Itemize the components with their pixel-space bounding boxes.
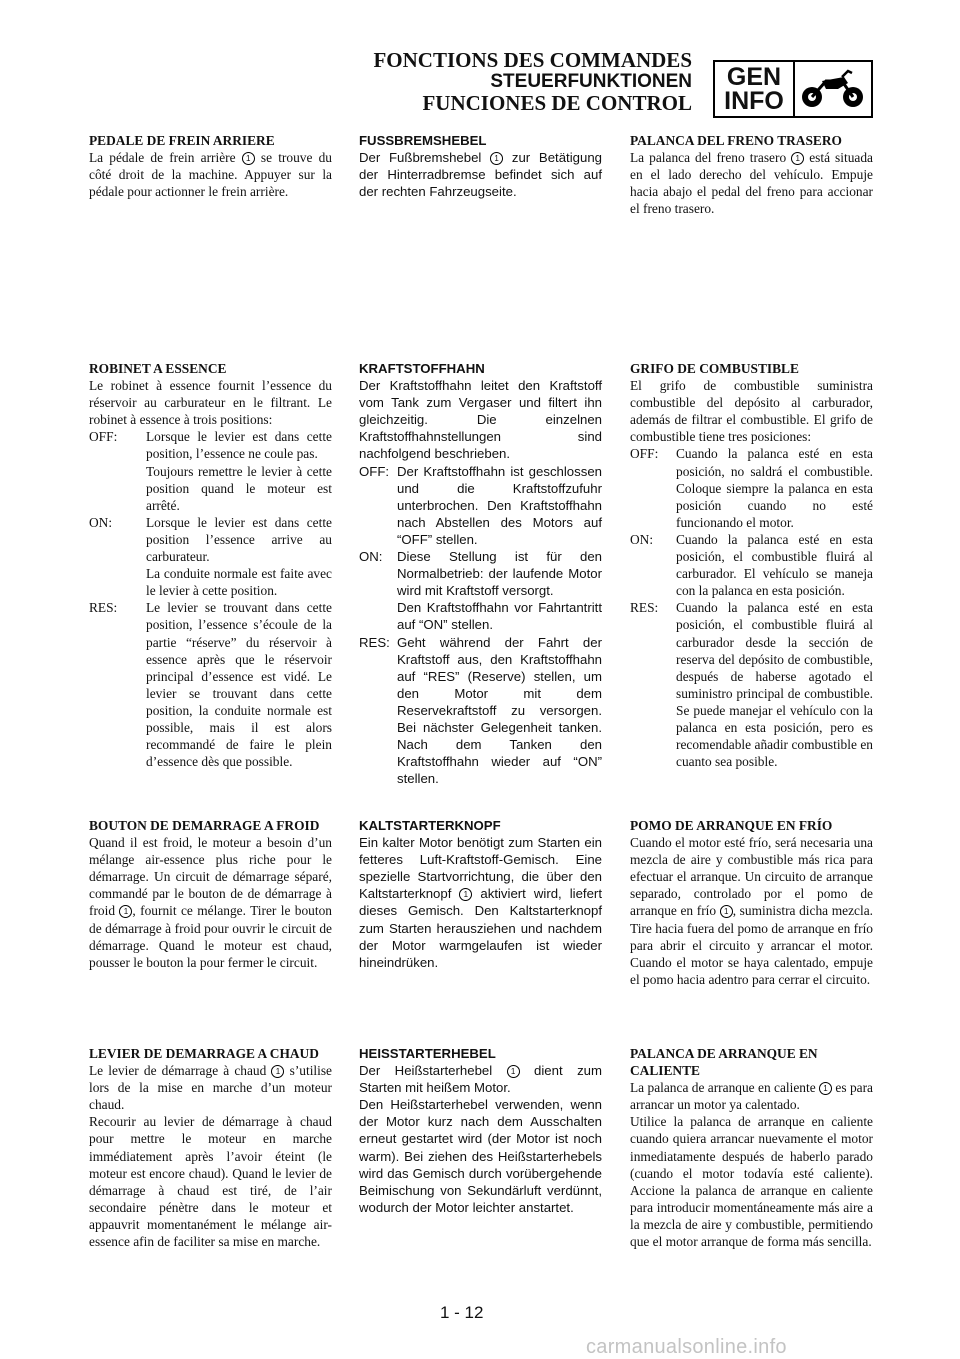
paragraph: Der Kraftstoffhahn leitet den Kraftstoff vom Tank zum Vergaser und filtert ihn gleichzeitig. Die einzelnen Kraftstoffhahnstellungen sind nachfolgend beschrieben. xyxy=(359,378,602,462)
callout-1: 1 xyxy=(119,905,132,918)
section-title: PALANCA DEL FRENO TRASERO xyxy=(630,133,842,148)
position-on: ON: Cuando la palanca esté en esta posición, el combustible fluirá al carburador. El vehículo se maneja con la palanca en esta posición. xyxy=(630,531,873,599)
cold-starter-de xyxy=(359,817,602,971)
section-title: POMO DE ARRANQUE EN FRÍO xyxy=(630,818,833,833)
paragraph: Quand il est froid, le moteur a besoin d’un mélange air-essence plus riche pour le démarrage. Un circuit de démarrage séparé, commandé par le bouton de de démarrage à froid 1 , fournit ce mélange. Tirer le bouton de démarrage à froid pour ouvrir le circuit de démarrage. Quand le moteur est chaud, pousser le bouton la pour fermer le circuit. xyxy=(89,835,332,970)
callout-1: 1 xyxy=(819,1082,832,1095)
paragraph: Utilice la palanca de arranque en caliente cuando quiera arrancar nuevamente el motor inmediatamente después de haberlo parado (cuando el motor todavía esté caliente). Accione la palanca de arranque en caliente para introducir momentáneamente más aire a la mezcla de aire y combustible, permitiendo que el motor arranque de forma más sencilla. xyxy=(630,1114,873,1250)
cold-starter-fr xyxy=(89,817,332,971)
motorcycle-icon xyxy=(795,62,871,116)
callout-1: 1 xyxy=(459,888,472,901)
callout-1: 1 xyxy=(791,152,804,165)
paragraph: El grifo de combustible suministra combustible del depósito al carburador, además de filtrar el combustible. El grifo de combustible tiene tres posiciones: xyxy=(630,378,873,445)
position-off: OFF: Cuando la palanca esté en esta posición, no saldrá el combustible. Coloque siempre la palanca en esta posición cuando no esté funcionando el motor. xyxy=(630,446,873,530)
section-title: FUSSBREMSHEBEL xyxy=(359,133,487,148)
cold-starter-es xyxy=(630,817,873,988)
paragraph: La palanca de arranque en caliente 1 es para arrancar un motor ya calentado. xyxy=(630,1080,873,1113)
page-number: 1 - 12 xyxy=(440,1303,484,1322)
callout-1: 1 xyxy=(720,905,733,918)
paragraph: Der Heißstarterhebel 1 dient zum Starten mit heißem Motor. xyxy=(359,1063,602,1096)
paragraph: Le robinet à essence fournit l’essence du réservoir au carburateur en le filtrant. Le robinet à essence à trois positions: xyxy=(89,378,332,428)
paragraph: La palanca del freno trasero 1 está situada en el lado derecho del vehículo. Empuje hacia abajo el pedal del freno para accionar el freno trasero. xyxy=(630,150,873,217)
watermark: carmanualsonline.info xyxy=(586,1336,787,1358)
paragraph: Ein kalter Motor benötigt zum Starten ein fetteres Luft-Kraftstoff-Gemisch. Eine spezielle Startvorrichtung, die über den Kaltstarterknopf 1 aktiviert wird, liefert dieses Gemisch. Den Kaltstarterknopf zum Starten herausziehen und nachdem der Motor warmgelaufen ist wieder hineindrüken. xyxy=(359,835,602,970)
position-off: OFF: Der Kraftstoffhahn ist geschlossen und die Kraftstoffzufuhr unterbrochen. Den Kraftstoffhahn nach Abstellen des Motors auf “OFF” stellen. xyxy=(359,463,602,547)
position-res: RES: Le levier se trouvant dans cette position, l’essence s’écoule de la partie “réserve” du réservoir à essence après que le réservoir principal d’essence est vidé. Le levier se trouvant dans cette position, la conduite normale est possible, mais il est alors recommandé de faire le plein d’essence dès que possible. xyxy=(89,600,332,770)
position-on: ON: Diese Stellung ist für den Normalbetrieb: der laufende Motor wird mit Kraftstoff versorgt. Den Kraftstoffhahn vor Fahrtantritt auf “ON” stellen. xyxy=(359,549,602,633)
rear-brake-pedal-de xyxy=(359,132,602,200)
badge-label-line2: INFO xyxy=(724,87,784,115)
section-title: BOUTON DE DEMARRAGE A FROID xyxy=(89,818,320,833)
rear-brake-pedal-fr xyxy=(89,132,332,200)
section-title: ROBINET A ESSENCE xyxy=(89,361,227,376)
paragraph: Der Fußbremshebel 1 zur Betätigung der Hinterradbremse befindet sich auf der rechten Fahrzeugseite. xyxy=(359,150,602,200)
badge-label xyxy=(715,62,795,116)
rear-brake-pedal-es xyxy=(630,132,873,217)
hot-starter-de xyxy=(359,1045,602,1216)
header-title-fr: FONCTIONS DES COMMANDES xyxy=(373,48,692,72)
callout-1: 1 xyxy=(507,1065,520,1078)
position-off: OFF: Lorsque le levier est dans cette position, l’essence ne coule pas. Toujours remettre le levier à cette position quand le moteur est arrêté. xyxy=(89,429,332,513)
section-title: KALTSTARTERKNOPF xyxy=(359,818,501,833)
position-on: ON: Lorsque le levier est dans cette position l’essence arrive au carburateur. La conduite normale est faite avec le levier à cette position. xyxy=(89,514,332,599)
paragraph: Le levier de démarrage à chaud 1 s’utilise lors de la mise en marche d’un moteur chaud. xyxy=(89,1063,333,1113)
hot-starter-fr xyxy=(89,1045,332,1250)
position-res: RES: Cuando la palanca esté en esta posición, el combustible fluirá al carburador desde la sección de reserva del depósito de combustible, después de haberse agotado el suministro principal de combustible. Se puede manejar el vehículo con la palanca en esta posición, pero es recomendable añadir combustible en cuanto sea posible. xyxy=(630,600,873,770)
position-res: RES: Geht während der Fahrt der Kraftstoff aus, den Kraftstoffhahn auf “RES” (Reserve) stellen, um den Motor mit dem Reservekraftstoff zu versorgen. Bei nächster Gelegenheit tanken. Nach dem Tanken den Kraftstoffhahn wieder auf “ON” stellen. xyxy=(359,634,602,787)
hot-starter-es xyxy=(630,1045,873,1250)
paragraph: Recourir au levier de démarrage à chaud pour mettre le moteur en marche immédiatement après l’avoir éteint (le moteur est encore chaud). Quand le levier de démarrage à chaud est tiré, de l’air secondaire pénètre dans le moteur et appauvrit momentanément le mélange air-essence afin de faciliter sa mise en marche. xyxy=(89,1114,332,1250)
fuel-cock-es xyxy=(630,360,873,770)
section-title: LEVIER DE DEMARRAGE A CHAUD xyxy=(89,1046,319,1061)
gen-info-badge xyxy=(713,60,873,118)
section-title: KRAFTSTOFFHAHN xyxy=(359,361,485,376)
header-title-es: FUNCIONES DE CONTROL xyxy=(422,91,692,115)
paragraph: La pédale de frein arrière 1 se trouve du côté droit de la machine. Appuyer sur la pédale pour actionner le frein arrière. xyxy=(89,150,332,200)
section-title: GRIFO DE COMBUSTIBLE xyxy=(630,361,799,376)
paragraph: Den Heißstarterhebel verwenden, wenn der Motor kurz nach dem Ausschalten erneut gestartet wird (der Motor ist noch warm). Bei ziehen des Heißstarterhebels wird das Gemisch durch vorübergehende Beimischung von Sekundärluft verdünnt, wodurch der Motor leichter anstartet. xyxy=(359,1097,602,1215)
badge-label-line1: GEN xyxy=(726,63,782,91)
callout-1: 1 xyxy=(490,152,503,165)
paragraph: Cuando el motor esté frío, será necesaria una mezcla de aire y combustible más rica para efectuar el arranque. Un circuito de arranque separado, controlado por el pomo de arranque en frío 1 , suministra dicha mezcla. Tire hacia fuera del pomo de arranque en frío para abrir el circuito y arrancar el motor. Cuando el motor se haya calentado, empuje el pomo hacia adentro para cerrar el circuito. xyxy=(630,835,873,987)
fuel-cock-fr xyxy=(89,360,332,770)
section-title: HEISSTARTERHEBEL xyxy=(359,1046,496,1061)
fuel-cock-de xyxy=(359,360,602,787)
header-title-de: STEUERFUNKTIONEN xyxy=(490,71,692,92)
section-title: PALANCA DE ARRANQUE EN CALIENTE xyxy=(630,1046,818,1079)
section-title: PEDALE DE FREIN ARRIERE xyxy=(89,133,275,148)
callout-1: 1 xyxy=(242,152,255,165)
callout-1: 1 xyxy=(271,1065,284,1078)
